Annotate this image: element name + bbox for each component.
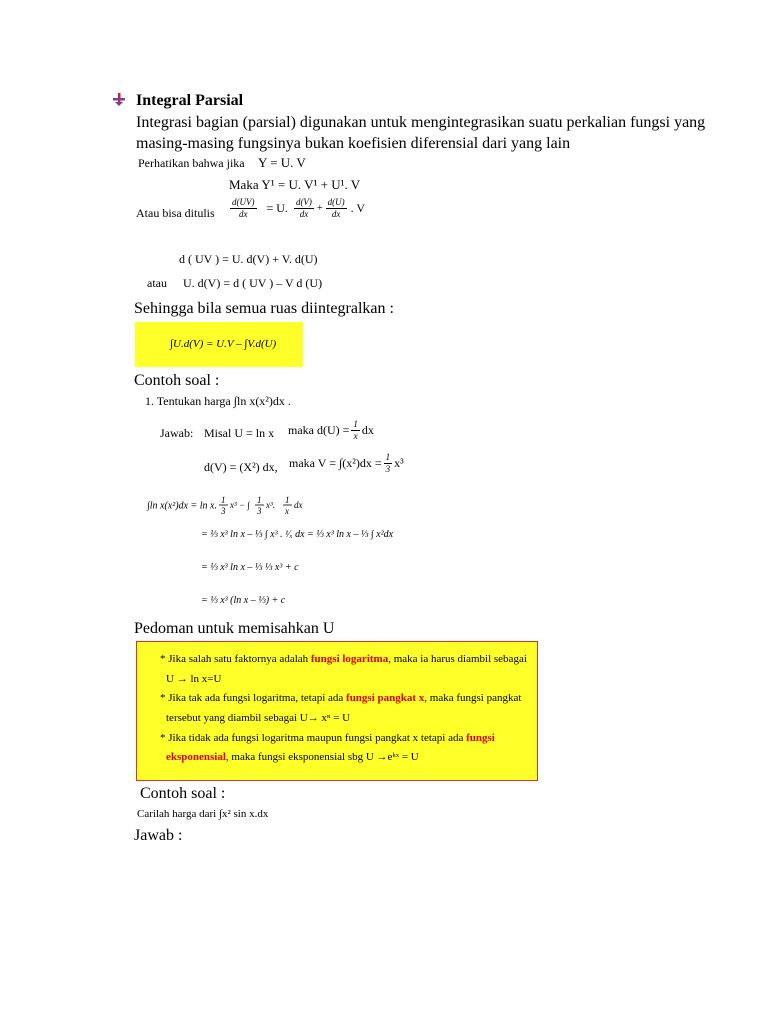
svg-text:1: 1 bbox=[285, 495, 290, 505]
dv-expression: d(V) = (X²) dx, bbox=[204, 460, 278, 474]
intro-line-2: masing-masing fungsinya bukan koefisien diferensial dari yang lain bbox=[136, 135, 571, 152]
integrate-text: Sehingga bila semua ruas diintegralkan : bbox=[134, 300, 394, 317]
svg-text:3: 3 bbox=[257, 506, 262, 516]
section-title: Integral Parsial bbox=[136, 92, 244, 109]
derivation-line4: d ( UV ) = U. d(V) + V. d(U) bbox=[179, 252, 318, 266]
fraction-duv-dx: $\frac{d(UV)}{dx}$ bbox=[232, 197, 255, 219]
highlight-fungsi: fungsi bbox=[466, 732, 495, 744]
derivation-line1-eq: Y = U. V bbox=[258, 155, 306, 170]
example2-heading: Contoh soal : bbox=[140, 785, 226, 802]
svg-text:dx: dx bbox=[294, 500, 303, 510]
guide-line-5: * Jika tidak ada fungsi logaritma maupun fungsi pangkat x tetapi ada fungsi bbox=[160, 732, 495, 744]
maka-v: maka V = ∫(x²)dx = $\frac{1}{3}$ x³ bbox=[289, 452, 404, 474]
step-1: ∫ln x(x²)dx = ln x. 1 3 x³ − ∫ 1 3 x³. 1 x dx bbox=[147, 494, 319, 518]
svg-text:x³.: x³. bbox=[266, 500, 276, 510]
svg-text:x³ − ∫: x³ − ∫ bbox=[230, 500, 251, 510]
derivation-line5: U. d(V) = d ( UV ) – V d (U) bbox=[183, 276, 323, 290]
jawab-label: Jawab: bbox=[160, 426, 194, 440]
example1-problem: 1. Tentukan harga ∫ln x(x²)dx . bbox=[145, 394, 291, 408]
example2-jawab: Jawab : bbox=[134, 827, 183, 844]
derivation-line3-label: Atau bisa ditulis bbox=[136, 206, 215, 220]
example1-heading: Contoh soal : bbox=[134, 372, 220, 389]
step-3: = ⅓ x³ ln x – ⅓ ⅓ x³ + c bbox=[201, 562, 299, 573]
maka-du: maka d(U) = $\frac{1}{x}$ dx bbox=[288, 419, 374, 441]
step-2: = ⅓ x³ ln x – ⅓ ∫ x³ . ¹⁄ₓ dx = ⅓ x³ ln x – ⅓ ∫ x²dx bbox=[201, 529, 394, 540]
svg-text:1: 1 bbox=[257, 495, 262, 505]
derivation-line3: $\frac{d(UV)}{dx}$ = U. $\frac{d(V)}{dx}$ + $\frac{d(U)}{dx}$ . V bbox=[232, 197, 366, 219]
fraction-1-over-3: $\frac{1}{3}$ bbox=[385, 452, 391, 474]
svg-text:x: x bbox=[285, 506, 290, 516]
highlight-eksponensial: eksponensial bbox=[166, 751, 226, 763]
misal-u: Misal U = ln x bbox=[204, 426, 275, 440]
section-bullet-icon bbox=[112, 93, 126, 107]
example2-problem: Carilah harga dari ∫x² sin x.dx bbox=[137, 808, 269, 820]
derivation-line5-label: atau bbox=[147, 276, 167, 290]
guide-line-1: * Jika salah satu faktornya adalah fungsi logaritma, maka ia harus diambil sebagai bbox=[160, 653, 527, 665]
highlight-fungsi-pangkat: fungsi pangkat x bbox=[346, 692, 425, 704]
guide-heading: Pedoman untuk memisahkan U bbox=[134, 620, 335, 637]
fraction-du-dx: $\frac{d(U)}{dx}$ bbox=[327, 197, 345, 219]
guide-line-6: eksponensial, maka fungsi eksponensial sbg U →eᵏˣ = U bbox=[166, 751, 419, 763]
svg-text:1: 1 bbox=[221, 495, 226, 505]
svg-text:3: 3 bbox=[221, 506, 226, 516]
fraction-1-over-x: $\frac{1}{x}$ bbox=[353, 419, 358, 441]
derivation-line2: Maka Y¹ = U. V¹ + U¹. V bbox=[229, 177, 361, 192]
guide-line-4: tersebut yang diambil sebagai U→ xⁿ = U bbox=[166, 712, 351, 724]
guide-line-2: U → ln x=U bbox=[166, 673, 222, 685]
fraction-dv-dx: $\frac{d(V)}{dx}$ bbox=[295, 197, 312, 219]
guide-line-3: * Jika tak ada fungsi logaritma, tetapi ada fungsi pangkat x, maka fungsi pangkat bbox=[160, 692, 522, 704]
step-4: = ⅓ x³ (ln x – ⅓) + c bbox=[201, 595, 286, 606]
derivation-line1-label: Perhatikan bahwa jika bbox=[138, 156, 245, 170]
step-1-rest bbox=[219, 494, 319, 518]
intro-line-1: Integrasi bagian (parsial) digunakan untuk mengintegrasikan suatu perkalian fungsi yang bbox=[136, 114, 706, 131]
formula-text: ∫U.d(V) = U.V – ∫V.d(U) bbox=[170, 338, 277, 350]
highlight-fungsi-logaritma: fungsi logaritma bbox=[310, 653, 389, 665]
